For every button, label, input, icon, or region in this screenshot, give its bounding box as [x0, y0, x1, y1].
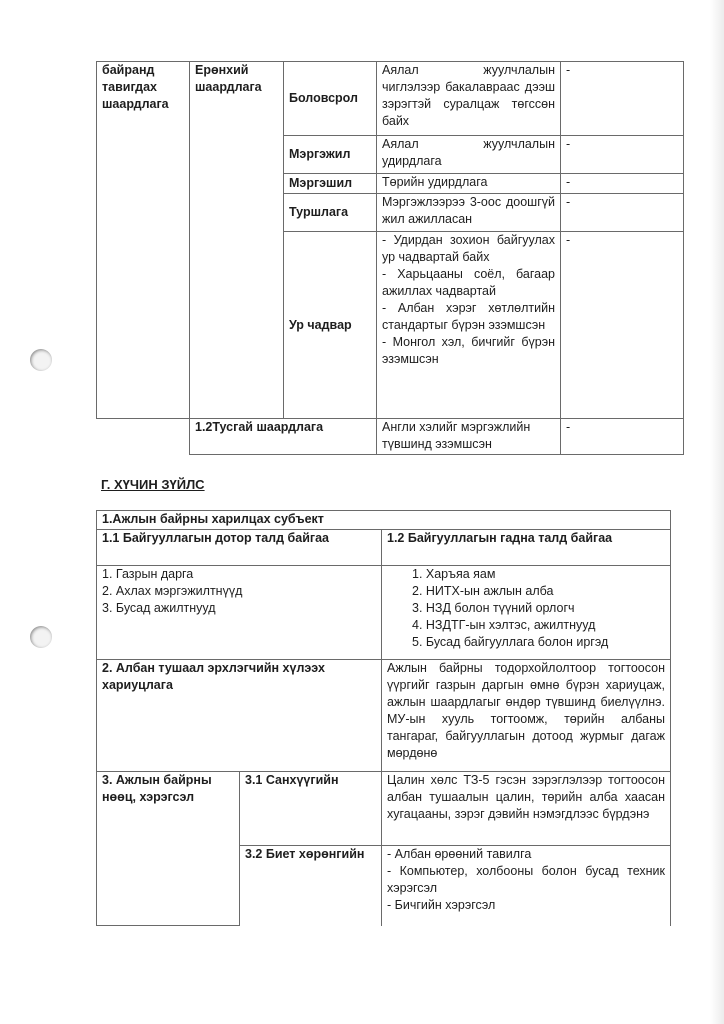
experience-value: Мэргэжлээрээ 3-оос доошгүй жил ажилласан: [377, 194, 561, 232]
punch-hole-lower: [30, 626, 52, 648]
assets-label: 3.2 Биет хөрөнгийн: [240, 846, 382, 926]
education-value: Аялал жуулчлалын чиглэлээр бакалавраас дээш зэрэгтэй суралцаж төгссөн байх: [377, 62, 561, 136]
requirements-table: [96, 61, 684, 455]
factors-table: [96, 510, 671, 926]
page-edge-shadow: [710, 0, 724, 1024]
assets-value: [382, 846, 671, 926]
subjects-title: 1.Ажлын байрны харилцах субъект: [97, 511, 671, 530]
assets-line: - Албан өрөөний тавилга: [387, 847, 532, 861]
inside-list: [97, 566, 382, 660]
experience-label: Туршлага: [284, 194, 377, 232]
list-item: 1. Газрын дарга: [102, 567, 194, 581]
skills-line: - Монгол хэл, бичгийг бүрэн эзэмшсэн: [382, 335, 555, 366]
list-item: 1. Харъяа яам: [412, 567, 496, 581]
profession-extra: -: [561, 136, 684, 174]
list-item: 3. Бусад ажилтнууд: [102, 601, 216, 615]
experience-extra: -: [561, 194, 684, 232]
list-item: 4. НЗДТГ-ын хэлтэс, ажилтнууд: [412, 618, 596, 632]
responsibility-value: Ажлын байрны тодорхойлолтоор тогтоосон үүргийг газрын даргын өмнө бүрэн хариуцаж, ажлын шаардлагыг өндөр түвшинд биелүүлнэ. МУ-ын хууль тогтоомж, төрийн албаны тангараг, байгууллагын дотоод журмыг дагаж мөрдөнө: [382, 660, 671, 772]
assets-line: - Компьютер, холбооны болон бусад техник хэрэгсэл: [387, 864, 665, 895]
list-item: 3. НЗД болон түүний орлогч: [412, 601, 575, 615]
general-requirement-label: Ерөнхий шаардлага: [190, 62, 284, 419]
inside-header: 1.1 Байгууллагын дотор талд байгаа: [97, 530, 382, 566]
specialization-label: Мэргэшил: [284, 174, 377, 194]
skills-line: - Удирдан зохион байгуулах ур чадвартай байх: [382, 233, 555, 264]
skills-label: Ур чадвар: [284, 232, 377, 419]
skills-extra: -: [561, 232, 684, 419]
specialization-value: Төрийн удирдлага: [377, 174, 561, 194]
responsibility-label: 2. Албан тушаал эрхлэгчийн хүлээх хариуцлага: [97, 660, 382, 772]
profession-label: Мэргэжил: [284, 136, 377, 174]
punch-hole-upper: [30, 349, 52, 371]
education-extra: -: [561, 62, 684, 136]
outside-list: [382, 566, 671, 660]
skills-line: - Харьцааны соёл, багаар ажиллах чадвартай: [382, 267, 555, 298]
finance-label: 3.1 Санхүүгийн: [240, 772, 382, 846]
list-item: 2. Ахлах мэргэжилтнүүд: [102, 584, 243, 598]
finance-value: Цалин хөлс ТЗ-5 гэсэн зэрэглэлээр тогтоосон албан тушаалын цалин, төрийн алба хаасан хугацааны, зэрэг дэвийн нэмэгдлээс бүрдэнэ: [382, 772, 671, 846]
special-requirement-label: 1.2Тусгай шаардлага: [190, 419, 377, 455]
empty-cell: [97, 419, 190, 455]
list-item: 2. НИТХ-ын ажлын алба: [412, 584, 554, 598]
row-group-label: байранд тавигдах шаардлага: [97, 62, 190, 419]
special-requirement-extra: -: [561, 419, 684, 455]
skills-value: [377, 232, 561, 419]
outside-header: 1.2 Байгууллагын гадна талд байгаа: [382, 530, 671, 566]
assets-line: - Бичгийн хэрэгсэл: [387, 898, 496, 912]
list-item: 5. Бусад байгууллага болон иргэд: [412, 635, 609, 649]
profession-value: Аялал жуулчлалын удирдлага: [377, 136, 561, 174]
special-requirement-value: Англи хэлийг мэргэжлийн түвшинд эзэмшсэн: [377, 419, 561, 455]
education-label: Боловсрол: [284, 62, 377, 136]
resources-label: 3. Ажлын байрны нөөц, хэрэгсэл: [97, 772, 240, 926]
section-heading: Г. ХҮЧИН ЗҮЙЛС: [101, 477, 205, 492]
skills-line: - Албан хэрэг хөтлөлтийн стандартыг бүрэн эзэмшсэн: [382, 301, 555, 332]
specialization-extra: -: [561, 174, 684, 194]
